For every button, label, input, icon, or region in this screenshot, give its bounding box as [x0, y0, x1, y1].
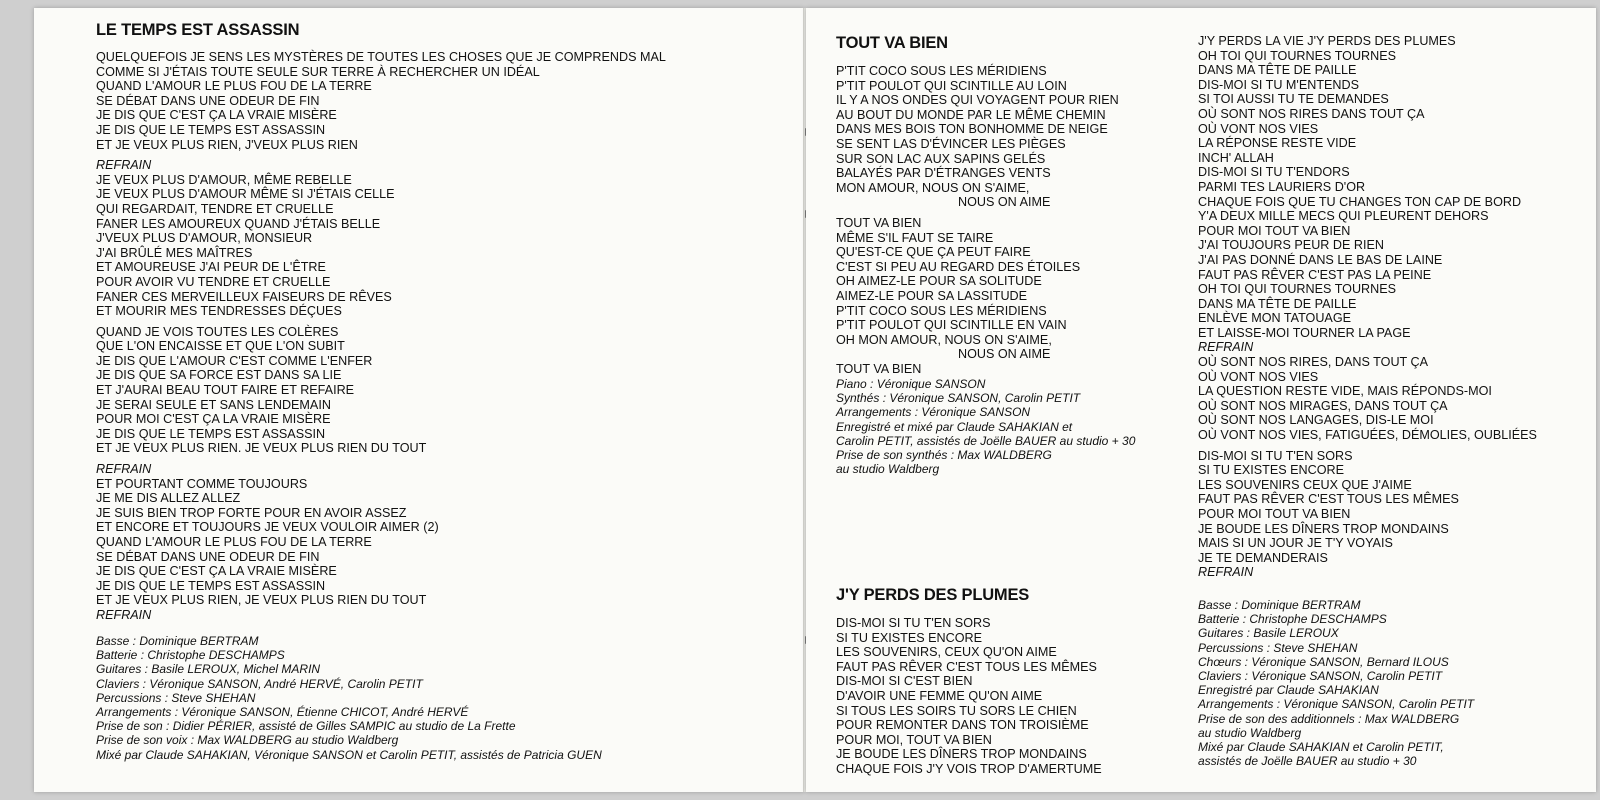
- lyrics-le-temps-est-assassin: [96, 50, 666, 623]
- credit-line: Enregistré et mixé par Claude SAHAKIAN et: [836, 419, 1073, 434]
- credit-line: Prise de son : Didier PÉRIER, assisté de Gilles SAMPIC au studio de La Frette: [96, 719, 516, 734]
- lyric-line: JE BOUDE LES DÎNERS TROP MONDAINS: [1198, 521, 1449, 536]
- lyric-line: SI TOUS LES SOIRS TU SORS LE CHIEN: [836, 703, 1077, 718]
- lyric-line: J'AI TOUJOURS PEUR DE RIEN: [1198, 238, 1384, 253]
- lyric-line: SI TOI AUSSI TU TE DEMANDES: [1198, 92, 1389, 107]
- lyric-line: OÙ VONT NOS VIES: [1198, 121, 1319, 136]
- lyrics-jy-perds-des-plumes-part-1: [836, 616, 1102, 777]
- lyric-line: INCH' ALLAH: [1198, 150, 1274, 165]
- lyric-line: SUR SON LAC AUX SAPINS GELÉS: [836, 151, 1046, 166]
- lyric-line: TOUT VA BIEN: [836, 361, 922, 376]
- lyric-line: C'EST SI PEU AU REGARD DES ÉTOILES: [836, 259, 1081, 274]
- lyric-line: SE SENT LAS D'ÉVINCER LES PIÈGES: [836, 136, 1066, 151]
- lyric-line: ET AMOUREUSE J'AI PEUR DE L'ÊTRE: [96, 260, 326, 275]
- credit-line: Guitares : Basile LEROUX, Michel MARIN: [96, 662, 321, 677]
- lyric-line: P'TIT COCO SOUS LES MÉRIDIENS: [836, 64, 1047, 78]
- lyric-line: DIS-MOI SI TU T'EN SORS: [836, 616, 991, 630]
- lyric-line: DIS-MOI SI TU T'ENDORS: [1198, 165, 1350, 180]
- lyric-line: POUR MOI C'EST ÇA LA VRAIE MISÈRE: [96, 412, 331, 427]
- stanza: [96, 325, 666, 456]
- lyric-line: MÊME S'IL FAUT SE TAIRE: [836, 230, 994, 245]
- lyric-line: OÙ VONT NOS VIES: [1198, 369, 1319, 384]
- lyric-line: JE BOUDE LES DÎNERS TROP MONDAINS: [836, 747, 1087, 762]
- credit-line: Enregistré par Claude SAHAKIAN: [1198, 683, 1379, 698]
- song-title-le-temps-est-assassin: LE TEMPS EST ASSASSIN: [96, 21, 300, 39]
- lyric-line: SE DÉBAT DANS UNE ODEUR DE FIN: [96, 93, 320, 108]
- credits-tout-va-bien: [836, 377, 1135, 476]
- credit-line: Basse : Dominique BERTRAM: [96, 634, 259, 648]
- stanza: [96, 158, 666, 319]
- lyric-line: OH TOI QUI TOURNES TOURNES: [1198, 48, 1397, 63]
- lyric-line: ET JE VEUX PLUS RIEN, J'VEUX PLUS RIEN: [96, 137, 358, 152]
- stanza: [1198, 449, 1537, 580]
- lyric-line: JE VEUX PLUS D'AMOUR MÊME SI J'ÉTAIS CELLE: [96, 187, 395, 202]
- refrain-marker: REFRAIN: [96, 607, 152, 622]
- lyric-line: JE DIS QUE LE TEMPS EST ASSASSIN: [96, 122, 326, 137]
- lyric-line: NOUS ON AIME: [958, 195, 1051, 210]
- lyric-line: OÙ SONT NOS MIRAGES, DANS TOUT ÇA: [1198, 398, 1448, 413]
- lyric-line: FANER LES AMOUREUX QUAND J'ÉTAIS BELLE: [96, 216, 381, 231]
- lyric-line: QUELQUEFOIS JE SENS LES MYSTÈRES DE TOUTES LES CHOSES QUE JE COMPRENDS MAL: [96, 50, 666, 64]
- credit-line: Batterie : Christophe DESCHAMPS: [96, 648, 285, 663]
- lyric-line: JE DIS QUE C'EST ÇA LA VRAIE MISÈRE: [96, 564, 337, 579]
- lyric-line: ENLÈVE MON TATOUAGE: [1198, 311, 1352, 326]
- credit-line: Claviers : Véronique SANSON, André HERVÉ, Carolin PETIT: [96, 676, 423, 691]
- lyric-line: MAIS SI UN JOUR JE T'Y VOYAIS: [1198, 536, 1393, 551]
- lyric-line: POUR AVOIR VU TENDRE ET CRUELLE: [96, 274, 331, 289]
- credit-line: Synthés : Véronique SANSON, Carolin PETIT: [836, 391, 1081, 406]
- lyric-line: P'TIT POULOT QUI SCINTILLE EN VAIN: [836, 318, 1067, 333]
- lyric-line: OÙ SONT NOS RIRES, DANS TOUT ÇA: [1198, 355, 1428, 370]
- stanza: [96, 462, 666, 623]
- lyric-line: LA RÉPONSE RESTE VIDE: [1198, 136, 1357, 151]
- credit-line: Prise de son voix : Max WALDBERG au studio Waldberg: [96, 733, 399, 748]
- lyric-line: JE TE DEMANDERAIS: [1198, 550, 1328, 565]
- right-page: [806, 8, 1596, 792]
- lyric-line: JE ME DIS ALLEZ ALLEZ: [96, 491, 241, 506]
- lyric-line: LES SOUVENIRS, CEUX QU'ON AIME: [836, 645, 1057, 660]
- lyric-line: POUR MOI TOUT VA BIEN: [1198, 223, 1351, 238]
- credit-line: Carolin PETIT, assistés de Joëlle BAUER au studio + 30: [836, 433, 1136, 448]
- lyric-line: J'AI PAS DONNÉ DANS LE BAS DE LAINE: [1198, 252, 1443, 267]
- credit-line: Prise de son synthés : Max WALDBERG: [836, 448, 1052, 463]
- lyric-line: JE SERAI SEULE ET SANS LENDEMAIN: [96, 397, 331, 412]
- lyric-line: QUAND L'AMOUR LE PLUS FOU DE LA TERRE: [96, 79, 372, 94]
- lyric-line: ET ENCORE ET TOUJOURS JE VEUX VOULOIR AIMER (2): [96, 520, 439, 535]
- lyric-line: CHAQUE FOIS J'Y VOIS TROP D'AMERTUME: [836, 761, 1102, 776]
- lyric-line: QUAND JE VOIS TOUTES LES COLÈRES: [96, 324, 339, 339]
- credit-line: Prise de son des additionnels : Max WALDBERG: [1198, 711, 1460, 726]
- lyric-line: ET JE VEUX PLUS RIEN, JE VEUX PLUS RIEN DU TOUT: [96, 593, 427, 608]
- lyric-line: J'AI BRÛLÉ MES MAÎTRES: [96, 245, 253, 260]
- lyric-line: P'TIT COCO SOUS LES MÉRIDIENS: [836, 303, 1047, 318]
- lyric-line: JE DIS QUE C'EST ÇA LA VRAIE MISÈRE: [96, 108, 337, 123]
- lyric-line: JE DIS QUE LE TEMPS EST ASSASSIN: [96, 426, 326, 441]
- lyric-line: JE DIS QUE LE TEMPS EST ASSASSIN: [96, 578, 326, 593]
- lyric-line: ET LAISSE-MOI TOURNER LA PAGE: [1198, 325, 1411, 340]
- stanza: [96, 50, 666, 152]
- lyric-line: ET MOURIR MES TENDRESSES DÉÇUES: [96, 304, 342, 319]
- lyric-line: MON AMOUR, NOUS ON S'AIME,: [836, 180, 1030, 195]
- stanza: [836, 216, 1119, 377]
- lyric-line: J'VEUX PLUS D'AMOUR, MONSIEUR: [96, 231, 313, 246]
- lyric-line: NOUS ON AIME: [958, 347, 1051, 362]
- lyric-line: ET JE VEUX PLUS RIEN. JE VEUX PLUS RIEN DU TOUT: [96, 441, 427, 456]
- lyric-line: QUE L'ON ENCAISSE ET QUE L'ON SUBIT: [96, 339, 345, 354]
- stanza: [1198, 34, 1537, 443]
- lyric-line: FAUT PAS RÊVER C'EST TOUS LES MÊMES: [1198, 492, 1459, 507]
- lyric-line: DIS-MOI SI TU T'EN SORS: [1198, 448, 1353, 463]
- lyric-line: IL Y A NOS ONDES QUI VOYAGENT POUR RIEN: [836, 93, 1119, 108]
- song-title-jy-perds-des-plumes: J'Y PERDS DES PLUMES: [836, 586, 1030, 604]
- lyric-line: QU'EST-CE QUE ÇA PEUT FAIRE: [836, 245, 1031, 260]
- stanza: [836, 64, 1119, 210]
- lyric-line: JE DIS QUE SA FORCE EST DANS SA LIE: [96, 368, 342, 383]
- lyric-line: OÙ VONT NOS VIES, FATIGUÉES, DÉMOLIES, OUBLIÉES: [1198, 428, 1537, 443]
- lyric-line: DIS-MOI SI C'EST BIEN: [836, 674, 973, 689]
- lyric-line: TOUT VA BIEN: [836, 215, 922, 230]
- lyric-line: CHAQUE FOIS QUE TU CHANGES TON CAP DE BORD: [1198, 194, 1522, 209]
- lyric-line: OÙ SONT NOS RIRES DANS TOUT ÇA: [1198, 106, 1425, 121]
- lyric-line: LA QUESTION RESTE VIDE, MAIS RÉPONDS-MOI: [1198, 384, 1492, 399]
- lyric-line: OÙ SONT NOS LANGAGES, DIS-LE MOI: [1198, 413, 1434, 428]
- lyric-line: ET POURTANT COMME TOUJOURS: [96, 476, 308, 491]
- lyric-line: PARMI TES LAURIERS D'OR: [1198, 179, 1366, 194]
- refrain-marker: REFRAIN: [96, 462, 152, 477]
- credit-line: Arrangements : Véronique SANSON, Étienne CHICOT, André HERVÉ: [96, 705, 469, 720]
- credit-line: Chœurs : Véronique SANSON, Bernard ILOUS: [1198, 654, 1449, 669]
- lyric-line: FAUT PAS RÊVER C'EST TOUS LES MÊMES: [836, 659, 1097, 674]
- lyric-line: POUR MOI, TOUT VA BIEN: [836, 732, 992, 747]
- credit-line: au studio Waldberg: [836, 462, 940, 477]
- refrain-marker: REFRAIN: [1198, 565, 1254, 580]
- lyric-line: QUAND L'AMOUR LE PLUS FOU DE LA TERRE: [96, 535, 372, 549]
- lyric-line: D'AVOIR UNE FEMME QU'ON AIME: [836, 688, 1043, 703]
- credit-line: Mixé par Claude SAHAKIAN et Carolin PETIT,: [1198, 740, 1444, 755]
- lyric-line: DANS MA TÊTE DE PAILLE: [1198, 63, 1357, 78]
- lyric-line: BALAYÉS PAR D'ÉTRANGES VENTS: [836, 166, 1051, 181]
- lyric-line: OH MON AMOUR, NOUS ON S'AIME,: [836, 332, 1052, 347]
- lyric-line: DANS MES BOIS TON BONHOMME DE NEIGE: [836, 122, 1108, 137]
- lyric-line: AIMEZ-LE POUR SA LASSITUDE: [836, 288, 1028, 303]
- song-title-tout-va-bien: TOUT VA BIEN: [836, 34, 948, 52]
- lyric-line: COMME SI J'ÉTAIS TOUTE SEULE SUR TERRE À RECHERCHER UN IDÉAL: [96, 64, 540, 79]
- credit-line: Arrangements : Véronique SANSON: [836, 405, 1031, 420]
- lyric-line: JE SUIS BIEN TROP FORTE POUR EN AVOIR ASSEZ: [96, 505, 407, 520]
- lyric-line: FAUT PAS RÊVER C'EST PAS LA PEINE: [1198, 267, 1432, 282]
- credit-line: assistés de Joëlle BAUER au studio + 30: [1198, 754, 1417, 769]
- lyric-line: FANER CES MERVEILLEUX FAISEURS DE RÊVES: [96, 289, 392, 304]
- credit-line: Piano : Véronique SANSON: [836, 377, 986, 391]
- lyric-line: SE DÉBAT DANS UNE ODEUR DE FIN: [96, 549, 320, 564]
- refrain-marker: REFRAIN: [96, 158, 152, 173]
- lyric-line: JE DIS QUE L'AMOUR C'EST COMME L'ENFER: [96, 353, 373, 368]
- lyric-line: POUR REMONTER DANS TON TROISIÈME: [836, 718, 1089, 733]
- lyric-line: AU BOUT DU MONDE PAR LE MÊME CHEMIN: [836, 107, 1106, 122]
- lyric-line: JE VEUX PLUS D'AMOUR, MÊME REBELLE: [96, 172, 352, 187]
- credit-line: Percussions : Steve SHEHAN: [1198, 640, 1358, 655]
- credit-line: Percussions : Steve SHEHAN: [96, 690, 256, 705]
- lyric-line: J'Y PERDS LA VIE J'Y PERDS DES PLUMES: [1198, 34, 1456, 48]
- credit-line: Arrangements : Véronique SANSON, Carolin PETIT: [1198, 697, 1475, 712]
- lyric-line: Y'A DEUX MILLE MECS QUI PLEURENT DEHORS: [1198, 209, 1489, 224]
- credit-line: Guitares : Basile LEROUX: [1198, 626, 1339, 641]
- refrain-marker: REFRAIN: [1198, 340, 1254, 355]
- lyrics-tout-va-bien: [836, 64, 1119, 376]
- credit-line: Claviers : Véronique SANSON, Carolin PETIT: [1198, 669, 1443, 684]
- lyrics-jy-perds-des-plumes-part-2: [1198, 34, 1537, 580]
- lyric-line: OH TOI QUI TOURNES TOURNES: [1198, 282, 1397, 297]
- lyric-line: ET J'AURAI BEAU TOUT FAIRE ET REFAIRE: [96, 383, 355, 398]
- lyric-line: DANS MA TÊTE DE PAILLE: [1198, 296, 1357, 311]
- lyric-line: DIS-MOI SI TU M'ENTENDS: [1198, 77, 1360, 92]
- lyric-line: SI TU EXISTES ENCORE: [836, 630, 983, 645]
- lyric-line: LES SOUVENIRS CEUX QUE J'AIME: [1198, 477, 1412, 492]
- lyric-line: OH AIMEZ-LE POUR SA SOLITUDE: [836, 274, 1042, 289]
- credit-line: Batterie : Christophe DESCHAMPS: [1198, 612, 1387, 627]
- credits-le-temps-est-assassin: [96, 634, 602, 762]
- lyric-line: POUR MOI TOUT VA BIEN: [1198, 507, 1351, 521]
- credits-jy-perds-des-plumes: [1198, 598, 1474, 768]
- credit-line: au studio Waldberg: [1198, 725, 1302, 740]
- credit-line: Basse : Dominique BERTRAM: [1198, 598, 1361, 612]
- lyric-line: P'TIT POULOT QUI SCINTILLE AU LOIN: [836, 78, 1067, 93]
- lyric-line: QUI REGARDAIT, TENDRE ET CRUELLE: [96, 201, 334, 216]
- credit-line: Mixé par Claude SAHAKIAN, Véronique SANSON et Carolin PETIT, assistés de Patricia GUEN: [96, 747, 602, 762]
- lyric-line: SI TU EXISTES ENCORE: [1198, 463, 1345, 478]
- left-page: [34, 8, 804, 792]
